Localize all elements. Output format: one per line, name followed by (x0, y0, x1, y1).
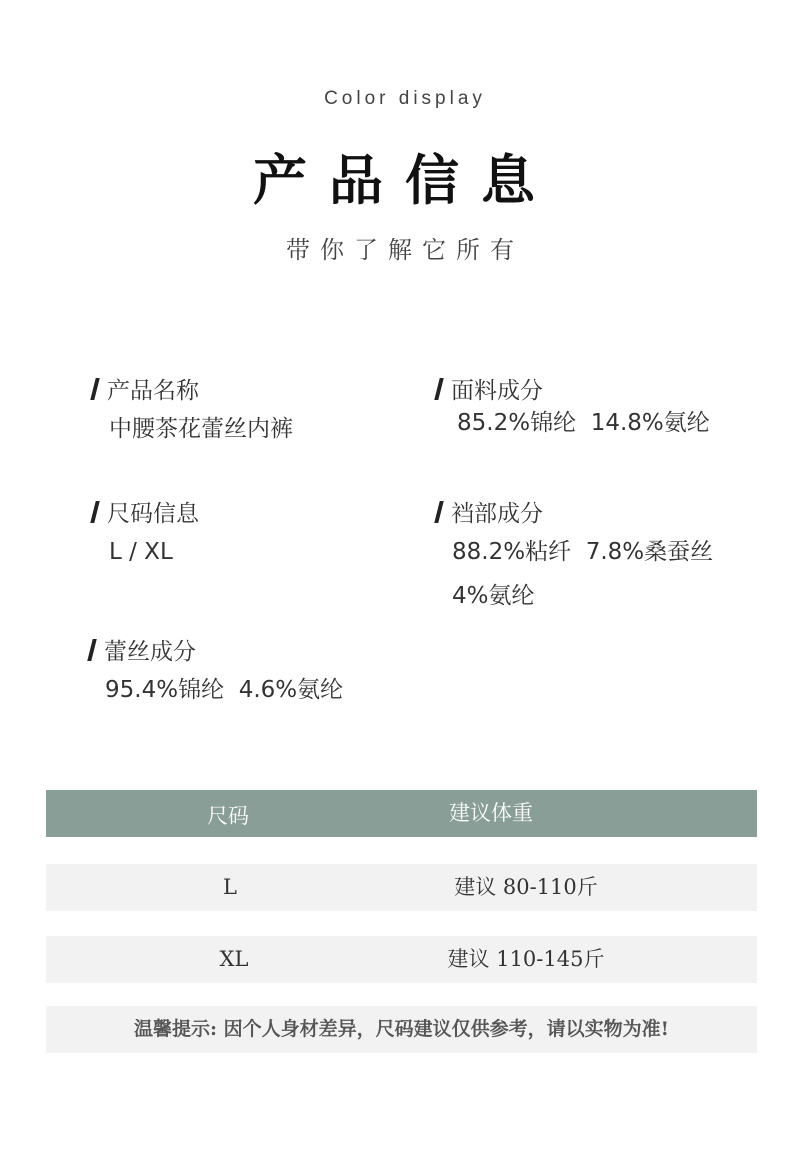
spec-lace (90, 633, 343, 712)
column-header-weight: 建议体重 (449, 801, 533, 825)
spec-label-row (93, 495, 199, 528)
table-cell-size: L (223, 875, 237, 899)
spec-product-name (93, 372, 293, 451)
spec-value: 4%氨纶 (452, 583, 535, 609)
label-bar-icon (434, 378, 443, 400)
eyebrow-text: Color display (324, 88, 486, 109)
label-bar-icon (90, 501, 99, 523)
spec-label-row (93, 372, 293, 405)
label-bar-icon (90, 378, 99, 400)
spec-value: 85.2%锦纶 14.8%氨纶 (457, 410, 710, 436)
table-cell-weight: 建议 110-145斤 (447, 947, 605, 971)
table-row (46, 936, 757, 983)
spec-size-info (93, 495, 199, 574)
spec-value: 中腰茶花蕾丝内裤 (109, 416, 293, 442)
page-subtitle: 带你了解它所有 (286, 236, 524, 264)
page-title: 产品信息 (253, 148, 557, 212)
spec-value: 95.4%锦纶 4.6%氨纶 (105, 677, 344, 703)
spec-label: 蕾丝成分 (104, 639, 196, 665)
table-cell-size: XL (219, 947, 249, 971)
table-row (46, 864, 757, 911)
size-note: 温馨提示: 因个人身材差异，尺码建议仅供参考，请以实物为准! (46, 1006, 757, 1053)
spec-label-row (437, 495, 713, 528)
label-bar-icon (87, 639, 96, 661)
spec-label-row (90, 633, 343, 666)
spec-label: 裆部成分 (451, 501, 543, 527)
spec-label: 产品名称 (107, 378, 199, 404)
spec-label: 面料成分 (451, 378, 543, 404)
spec-label: 尺码信息 (107, 501, 199, 527)
spec-crotch (437, 495, 713, 618)
label-bar-icon (434, 501, 443, 523)
column-header-size: 尺码 (207, 804, 249, 828)
spec-value: 88.2%粘纤 7.8%桑蚕丝 (452, 539, 714, 565)
spec-fabric (437, 372, 710, 445)
table-cell-weight: 建议 80-110斤 (454, 875, 598, 899)
size-table-header (46, 790, 757, 837)
spec-value: L / XL (109, 539, 173, 565)
